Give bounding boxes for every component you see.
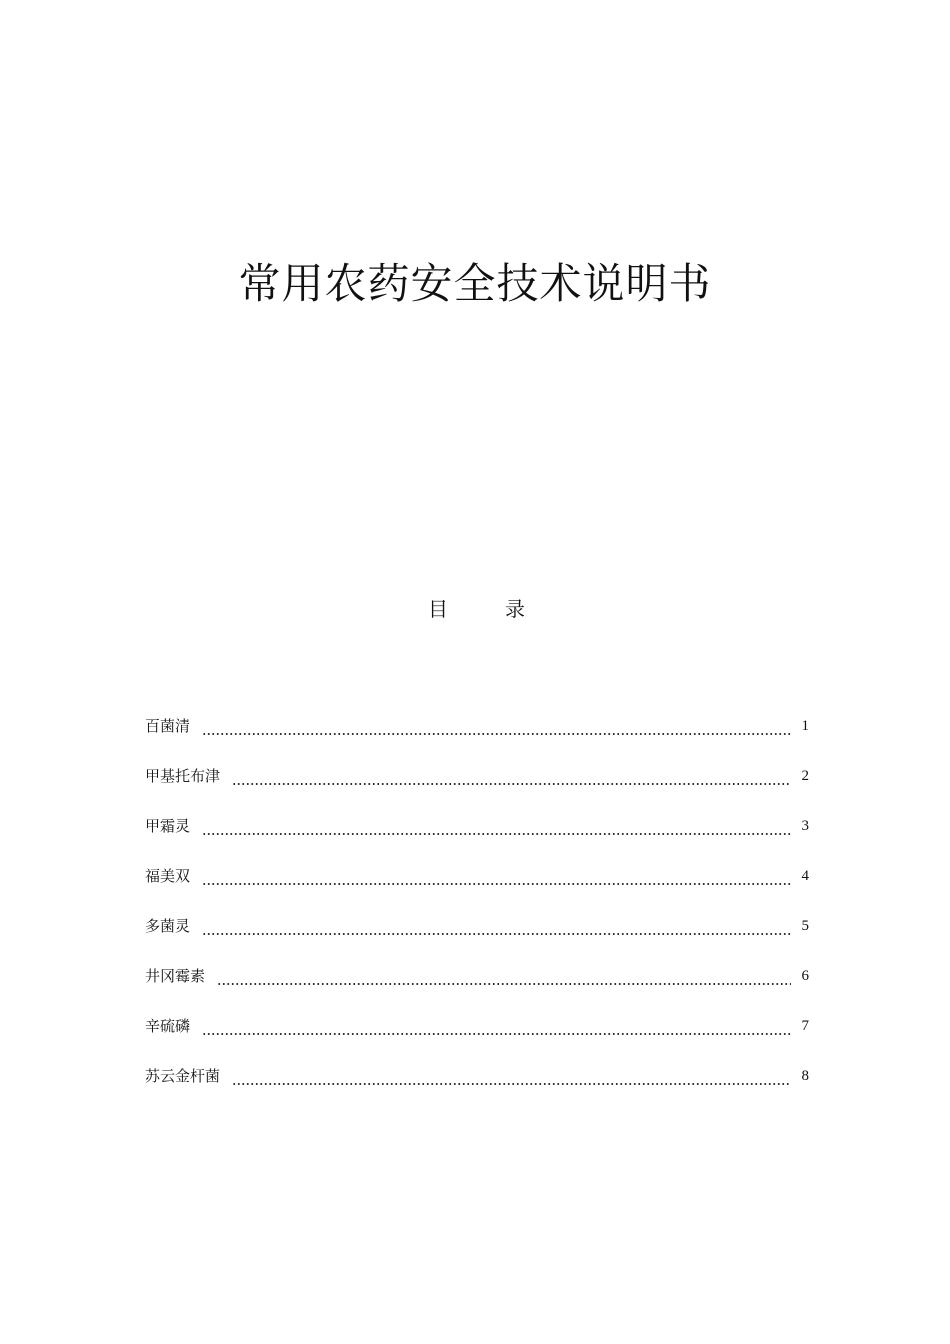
toc-entry-6[interactable] <box>145 951 809 1001</box>
toc-entry-5[interactable] <box>145 901 809 951</box>
toc-list <box>145 701 809 1101</box>
toc-entry-name: 井冈霉素 <box>145 967 206 985</box>
toc-entry-3[interactable] <box>145 801 809 851</box>
toc-entry-page: 3 <box>801 818 809 834</box>
toc-entry-name: 福美双 <box>145 867 191 885</box>
toc-entry-2[interactable] <box>145 751 809 801</box>
toc-entry-page: 5 <box>801 918 809 934</box>
dot-leader <box>202 713 791 739</box>
toc-entry-4[interactable] <box>145 851 809 901</box>
toc-entry-page: 7 <box>801 1018 809 1034</box>
toc-entry-7[interactable] <box>145 1001 809 1051</box>
dot-leader <box>202 813 791 839</box>
toc-heading-char-2: 录 <box>505 597 525 621</box>
dot-leader <box>202 913 791 939</box>
toc-entry-name: 多菌灵 <box>145 917 191 935</box>
toc-entry-name: 百菌清 <box>145 717 191 735</box>
dot-leader <box>202 863 791 889</box>
toc-entry-name: 苏云金杆菌 <box>145 1067 221 1085</box>
document-title: 常用农药安全技术说明书 <box>238 259 712 308</box>
toc-heading <box>0 593 950 625</box>
dot-leader <box>232 1063 791 1089</box>
toc-entry-8[interactable] <box>145 1051 809 1101</box>
toc-entry-page: 4 <box>801 868 809 884</box>
dot-leader <box>217 963 791 989</box>
toc-entry-1[interactable] <box>145 701 809 751</box>
toc-entry-name: 甲霜灵 <box>145 817 191 835</box>
toc-entry-page: 8 <box>801 1068 809 1084</box>
toc-entry-name: 甲基托布津 <box>145 767 221 785</box>
toc-entry-name: 辛硫磷 <box>145 1017 191 1035</box>
toc-heading-char-1: 目 <box>428 597 448 621</box>
dot-leader <box>232 763 791 789</box>
dot-leader <box>202 1013 791 1039</box>
toc-entry-page: 2 <box>801 768 809 784</box>
toc-entry-page: 1 <box>801 718 809 734</box>
toc-entry-page: 6 <box>801 968 809 984</box>
